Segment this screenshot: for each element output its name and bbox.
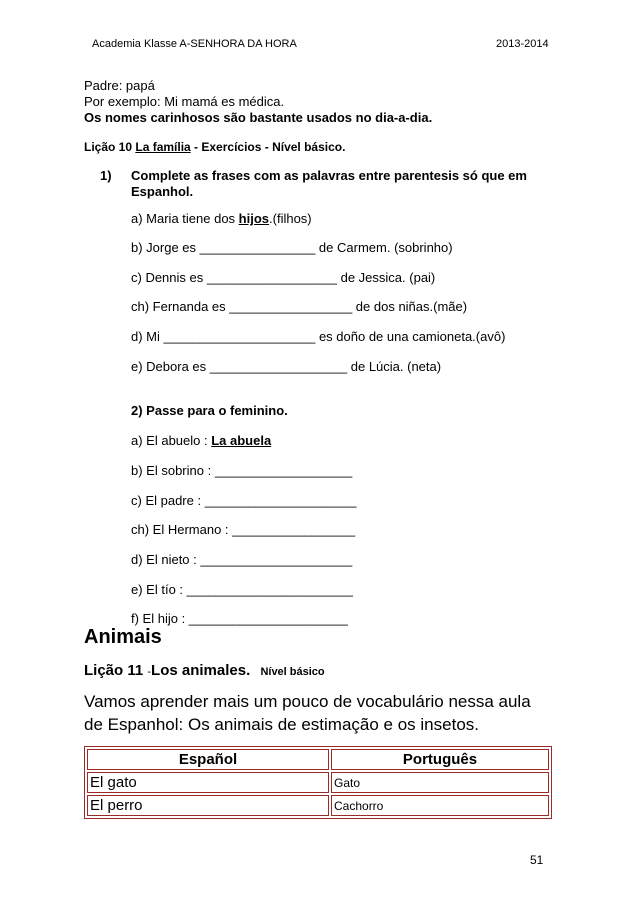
table-header-cell: Español bbox=[87, 749, 329, 770]
vocab-table bbox=[84, 746, 552, 819]
ex1-item-c: c) Dennis es __________________ de Jessica. (pai) bbox=[131, 270, 436, 285]
table-row bbox=[87, 795, 549, 816]
lesson10-heading bbox=[84, 140, 345, 154]
lesson11-title: Los animales. bbox=[151, 662, 251, 679]
ex2-a-prefix: a) El abuelo : bbox=[131, 433, 212, 448]
ex2-item-d: d) El nieto : _____________________ bbox=[131, 552, 353, 567]
table-cell: Gato bbox=[331, 772, 549, 793]
ex2-item-f: f) El hijo : ______________________ bbox=[131, 611, 348, 626]
ex1-item-ch: ch) Fernanda es _________________ de dos niñas.(mãe) bbox=[131, 299, 468, 314]
lesson11-dash: - bbox=[147, 666, 152, 678]
table-cell: El gato bbox=[87, 772, 329, 793]
table-header-cell: Português bbox=[331, 749, 549, 770]
ex1-item-a bbox=[131, 211, 312, 226]
ex2-item-ch: ch) El Hermano : _________________ bbox=[131, 522, 356, 537]
ex2-a-answer: La abuela bbox=[211, 433, 272, 448]
ex1-number: 1) bbox=[100, 168, 112, 183]
section-title: Animais bbox=[84, 626, 162, 648]
lesson10-prefix: Lição 10 bbox=[84, 140, 136, 154]
lesson11-label: Lição 11 bbox=[84, 662, 148, 679]
ex1-a-prefix: a) Maria tiene dos bbox=[131, 211, 239, 226]
ex1-a-suffix: .(filhos) bbox=[269, 211, 312, 226]
ex1-item-b: b) Jorge es ________________ de Carmem. (sobrinho) bbox=[131, 240, 453, 255]
intro-line-2: Por exemplo: Mi mamá es médica. bbox=[84, 94, 285, 109]
ex2-item-a bbox=[131, 433, 271, 448]
ex2-title: 2) Passe para o feminino. bbox=[131, 403, 288, 418]
lesson11-level: Nível básico bbox=[260, 666, 325, 678]
ex2-item-b: b) El sobrino : ___________________ bbox=[131, 463, 353, 478]
lesson10-title: La família bbox=[135, 140, 191, 154]
table-header-row bbox=[87, 749, 549, 770]
table-cell: El perro bbox=[87, 795, 329, 816]
header-right: 2013-2014 bbox=[496, 38, 549, 50]
page-number: 51 bbox=[530, 853, 544, 867]
ex1-line2: Espanhol. bbox=[131, 184, 194, 199]
table-row bbox=[87, 772, 549, 793]
lesson10-suffix: - Exercícios - Nível básico. bbox=[190, 140, 346, 154]
lesson11-heading bbox=[84, 662, 325, 679]
intro-line-1: Padre: papá bbox=[84, 78, 155, 93]
ex1-item-d: d) Mi _____________________ es doño de una camioneta.(avô) bbox=[131, 329, 506, 344]
lesson11-intro: Vamos aprender mais um pouco de vocabulário nessa aula de Espanhol: Os animais de estimação e os insetos. bbox=[84, 692, 531, 734]
intro-line-3: Os nomes carinhosos são bastante usados no dia-a-dia. bbox=[84, 110, 433, 125]
ex2-item-e: e) El tío : _______________________ bbox=[131, 582, 353, 597]
ex2-item-c: c) El padre : _____________________ bbox=[131, 493, 357, 508]
ex1-a-answer: hijos bbox=[238, 211, 270, 226]
ex1-line1: Complete as frases com as palavras entre parentesis só que em bbox=[131, 168, 527, 183]
table-cell: Cachorro bbox=[331, 795, 549, 816]
header-left: Academia Klasse A-SENHORA DA HORA bbox=[92, 38, 297, 50]
ex1-item-e: e) Debora es ___________________ de Lúcia. (neta) bbox=[131, 359, 442, 374]
